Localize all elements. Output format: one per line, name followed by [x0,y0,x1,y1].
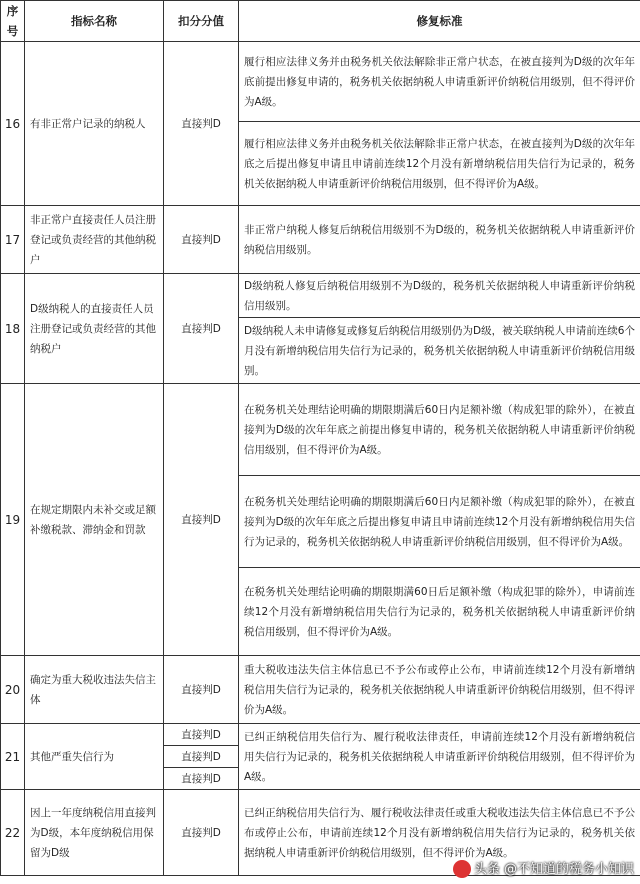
repair-standard: 履行相应法律义务并由税务机关依法解除非正常户状态，在被直接判为D级的次年年底前提出修复申请的，税务机关依据纳税人申请重新评价纳税信用级别，但不得评价为A级。 [239,42,640,122]
header-name: 指标名称 [25,1,164,42]
repair-standard: 履行相应法律义务并由税务机关依法解除非正常户状态，在被直接判为D级的次年年底之后提出修复申请且申请前连续12个月没有新增纳税信用失信行为记录的，税务机关依据纳税人申请重新评价纳税信用级别，但不得评价为A级。 [239,122,640,206]
header-seq: 序号 [1,1,25,42]
table-row [1,42,640,122]
row-number: 20 [1,656,25,724]
repair-standard: D级纳税人修复后纳税信用级别不为D级的，税务机关依据纳税人申请重新评价纳税信用级别。 [239,274,640,318]
deduction-score: 直接判D [164,768,239,790]
header-standard: 修复标准 [239,1,640,42]
deduction-score: 直接判D [164,790,239,876]
watermark-text: 头条 @不知道的税务小知识 [473,861,634,877]
row-number: 21 [1,724,25,790]
deduction-score: 直接判D [164,656,239,724]
row-number: 22 [1,790,25,876]
deduction-score: 直接判D [164,206,239,274]
indicator-name: 确定为重大税收违法失信主体 [25,656,164,724]
toutiao-logo-icon [453,860,471,878]
indicator-name: 在规定期限内未补交或足额补缴税款、滞纳金和罚款 [25,384,164,656]
watermark [453,858,634,879]
deduction-score: 直接判D [164,724,239,746]
table-header [1,1,640,42]
deduction-score: 直接判D [164,42,239,206]
repair-standard: 在税务机关处理结论明确的期限期满后60日内足额补缴（构成犯罪的除外），在被直接判为D级的次年年底之后提出修复申请且申请前连续12个月没有新增纳税信用失信行为记录的，税务机关依据纳税人申请重新评价纳税信用级别，但不得评价为A级。 [239,476,640,568]
repair-standard: 非正常户纳税人修复后纳税信用级别不为D级的，税务机关依据纳税人申请重新评价纳税信用级别。 [239,206,640,274]
table-row [1,656,640,724]
repair-standard: 在税务机关处理结论明确的期限期满60日后足额补缴（构成犯罪的除外），申请前连续12个月没有新增纳税信用失信行为记录的，税务机关依据纳税人申请重新评价纳税信用级别，但不得评价为A级。 [239,568,640,656]
deduction-score: 直接判D [164,384,239,656]
indicator-name: 有非正常户记录的纳税人 [25,42,164,206]
repair-standard: 已纠正纳税信用失信行为、履行税收法律责任或重大税收违法失信主体信息已不予公布或停止公布，申请前连续12个月没有新增纳税信用失信行为记录的，税务机关依据纳税人申请重新评价纳税信用级别，但不得评价为A级。 [239,790,640,876]
table-row [1,274,640,318]
indicator-name: 其他严重失信行为 [25,724,164,790]
deduction-score: 直接判D [164,746,239,768]
row-number: 18 [1,274,25,384]
row-number: 16 [1,42,25,206]
deduction-score: 直接判D [164,274,239,384]
indicator-name: D级纳税人的直接责任人员注册登记或负责经营的其他纳税户 [25,274,164,384]
repair-standard: D级纳税人未申请修复或修复后纳税信用级别仍为D级，被关联纳税人申请前连续6个月没有新增纳税信用失信行为记录的，税务机关依据纳税人申请重新评价纳税信用级别。 [239,318,640,384]
row-number: 17 [1,206,25,274]
repair-standard: 重大税收违法失信主体信息已不予公布或停止公布，申请前连续12个月没有新增纳税信用失信行为记录的，税务机关依据纳税人申请重新评价纳税信用级别，但不得评价为A级。 [239,656,640,724]
table-row [1,384,640,476]
indicator-name: 非正常户直接责任人员注册登记或负责经营的其他纳税户 [25,206,164,274]
table-row [1,206,640,274]
row-number: 19 [1,384,25,656]
repair-standard: 在税务机关处理结论明确的期限期满后60日内足额补缴（构成犯罪的除外），在被直接判为D级的次年年底之前提出修复申请的，税务机关依据纳税人申请重新评价纳税信用级别，但不得评价为A级。 [239,384,640,476]
header-score: 扣分分值 [164,1,239,42]
indicator-name: 因上一年度纳税信用直接判为D级，本年度纳税信用保留为D级 [25,790,164,876]
repair-standard: 已纠正纳税信用失信行为、履行税收法律责任，申请前连续12个月没有新增纳税信用失信行为记录的，税务机关依据纳税人申请重新评价纳税信用级别，但不得评价为A级。 [239,724,640,790]
table-row [1,724,640,746]
